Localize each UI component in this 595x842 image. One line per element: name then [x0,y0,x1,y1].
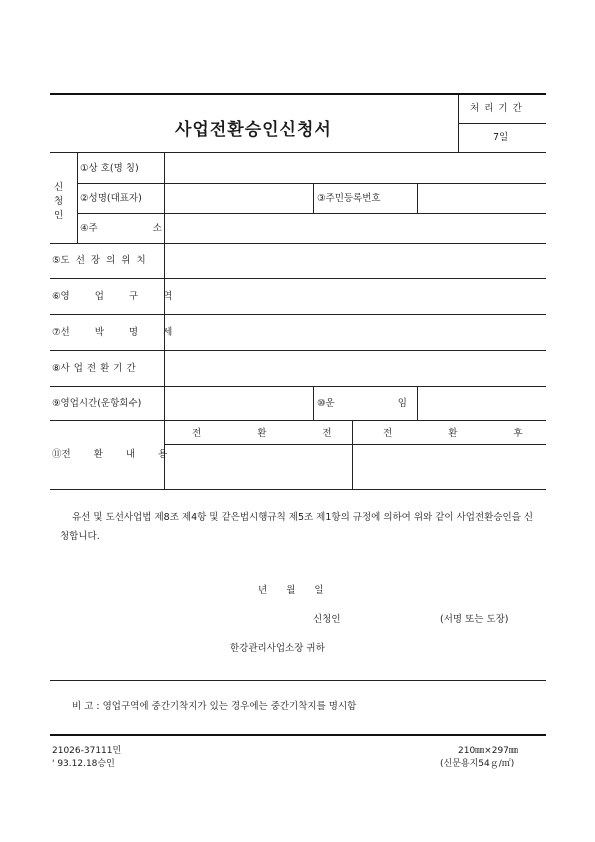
date-line: 년 월 일 [258,585,324,596]
addressee: 한강관리사업소장 귀하 [230,643,325,654]
processing-period-value: 7일 [493,132,509,143]
processing-divider [458,123,546,124]
dock-location-label: ⑤도 선 장 의 위 치 [52,255,146,266]
row-divider [77,183,546,184]
approval-date: ' 93.12.18승인 [52,759,115,769]
paper-size: 210㎜×297㎜ [458,746,518,756]
applicant-sign-label: 신청인 [313,614,341,625]
row-divider [50,386,546,387]
column-divider [417,386,418,420]
business-area-label: ⑥영 업 구 역 [52,291,173,302]
column-divider [352,420,353,489]
note: 비 고 : 영업구역에 중간기착지가 있는 경우에는 중간기착지를 명시함 [72,701,357,712]
before-transition-label: 전 환 전 [192,428,332,439]
column-divider [417,183,418,213]
representative-label: ②성명(대표자) [80,193,142,204]
fare-label: ⑩운 임 [317,398,407,409]
row-divider [50,420,546,421]
vessel-list-label: ⑦선 박 명 세 [52,327,173,338]
row-divider [50,350,546,351]
column-divider [313,183,314,213]
row-divider [50,314,546,315]
business-hours-label: ⑨영업시간(운항회수) [52,398,142,409]
form-title: 사업전환승인신청서 [175,120,332,140]
after-transition-label: 전 환 후 [383,428,523,439]
application-statement: 유선 및 도선사업법 제8조 제4항 및 같은법시행규칙 제5조 제1항의 규정에 의하여 위와 같이 사업전환승인을 신청합니다. [60,512,534,542]
header-divider [50,152,546,153]
paper-type: (신문용지54ｇ/㎡) [440,759,515,769]
application-form [50,93,546,736]
transition-content-label: ⑪전 환 내 용 [52,449,168,460]
row-divider [164,444,546,445]
signature-label: (서명 또는 도장) [440,614,509,625]
row-divider [50,243,546,244]
column-divider [77,152,78,243]
applicant-label-char: 신 [54,182,64,193]
processing-period-label: 처 리 기 간 [470,103,523,114]
row-divider [77,213,546,214]
trade-name-label: ①상 호(명 칭) [80,163,139,174]
column-divider [313,386,314,420]
applicant-label-char: 청 [54,196,64,207]
row-divider [50,680,546,681]
column-divider [164,152,165,489]
transition-period-label: ⑧사 업 전 환 기 간 [52,363,136,374]
column-divider [458,95,459,152]
address-label: ④주 소 [80,223,162,234]
resident-number-label: ③주민등록번호 [317,193,381,204]
row-divider [50,489,546,490]
row-divider [50,278,546,279]
applicant-label-char: 인 [54,210,64,221]
form-code: 21026-37111민 [52,746,122,756]
